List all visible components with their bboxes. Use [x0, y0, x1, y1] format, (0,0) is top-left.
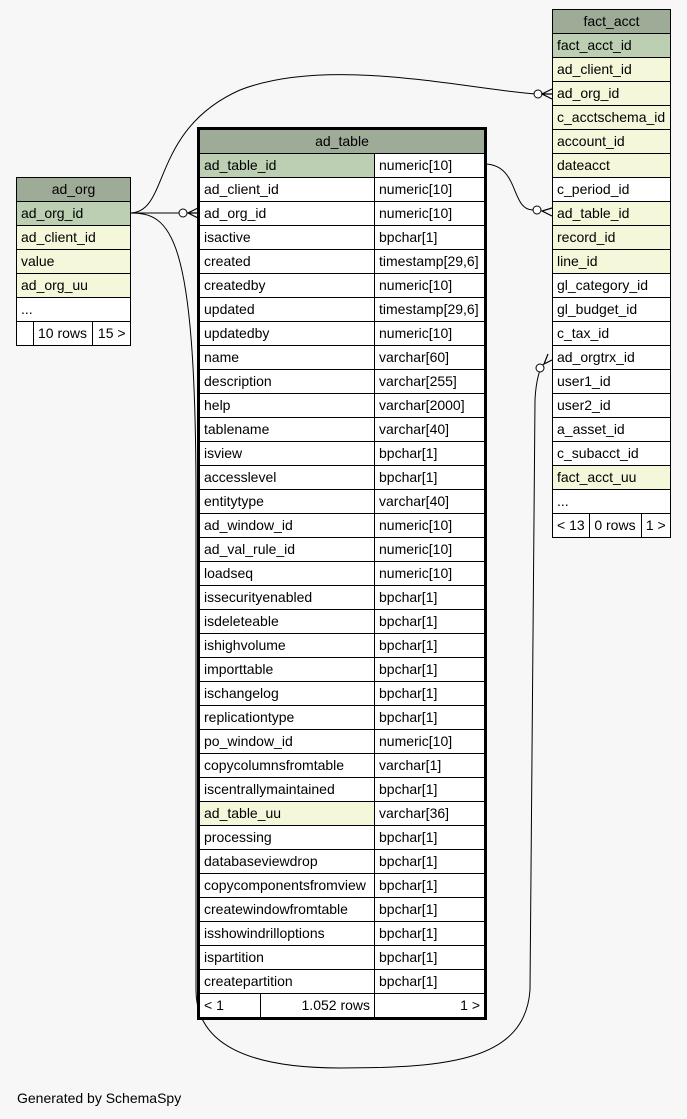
- table-row[interactable]: [553, 442, 671, 466]
- column-name[interactable]: ad_org_id: [553, 82, 671, 106]
- column-type: numeric[10]: [375, 562, 486, 586]
- column-type: bpchar[1]: [375, 634, 486, 658]
- column-name[interactable]: createwindowfromtable: [199, 898, 375, 922]
- page-prev[interactable]: < 13: [553, 514, 590, 538]
- table-row[interactable]: [199, 202, 486, 226]
- column-name[interactable]: created: [199, 250, 375, 274]
- column-name[interactable]: importtable: [199, 658, 375, 682]
- column-name[interactable]: ...: [553, 490, 671, 514]
- column-name[interactable]: fact_acct_id: [553, 34, 671, 58]
- table-row[interactable]: [199, 466, 486, 490]
- table-row[interactable]: [199, 274, 486, 298]
- column-type: bpchar[1]: [375, 898, 486, 922]
- column-type: bpchar[1]: [375, 586, 486, 610]
- column-name[interactable]: isview: [199, 442, 375, 466]
- column-name[interactable]: entitytype: [199, 490, 375, 514]
- column-name[interactable]: a_asset_id: [553, 418, 671, 442]
- table-row[interactable]: [199, 346, 486, 370]
- column-type: bpchar[1]: [375, 946, 486, 970]
- column-type: bpchar[1]: [375, 922, 486, 946]
- column-type: varchar[60]: [375, 346, 486, 370]
- table-row[interactable]: [553, 298, 671, 322]
- column-type: numeric[10]: [375, 178, 486, 202]
- column-type: bpchar[1]: [375, 706, 486, 730]
- table-row[interactable]: [553, 418, 671, 442]
- table-row[interactable]: [199, 898, 486, 922]
- table-row[interactable]: [553, 322, 671, 346]
- column-name[interactable]: ad_orgtrx_id: [553, 346, 671, 370]
- column-name[interactable]: c_period_id: [553, 178, 671, 202]
- edge-end-circle: [179, 209, 187, 217]
- column-name[interactable]: help: [199, 394, 375, 418]
- table-row[interactable]: [553, 154, 671, 178]
- table-row[interactable]: [553, 250, 671, 274]
- table-row[interactable]: [199, 562, 486, 586]
- column-name[interactable]: line_id: [553, 250, 671, 274]
- table-row[interactable]: [199, 946, 486, 970]
- table-row[interactable]: [199, 778, 486, 802]
- table-row[interactable]: [199, 226, 486, 250]
- column-name[interactable]: updated: [199, 298, 375, 322]
- table-row[interactable]: [553, 370, 671, 394]
- table-row[interactable]: [199, 802, 486, 826]
- column-type: varchar[40]: [375, 490, 486, 514]
- column-name[interactable]: loadseq: [199, 562, 375, 586]
- column-name[interactable]: ishighvolume: [199, 634, 375, 658]
- table-row[interactable]: [199, 514, 486, 538]
- column-type: bpchar[1]: [375, 466, 486, 490]
- table-ad-org[interactable]: [16, 177, 131, 346]
- column-name[interactable]: record_id: [553, 226, 671, 250]
- column-type: varchar[36]: [375, 802, 486, 826]
- column-name[interactable]: updatedby: [199, 322, 375, 346]
- table-row[interactable]: [199, 586, 486, 610]
- column-more[interactable]: ...: [17, 298, 131, 322]
- table-row[interactable]: [553, 490, 671, 514]
- table-row[interactable]: [199, 754, 486, 778]
- column-name[interactable]: gl_budget_id: [553, 298, 671, 322]
- column-name[interactable]: gl_category_id: [553, 274, 671, 298]
- column-type: bpchar[1]: [375, 226, 486, 250]
- column-value[interactable]: value: [17, 250, 131, 274]
- table-title[interactable]: ad_table: [199, 129, 486, 154]
- column-name[interactable]: user2_id: [553, 394, 671, 418]
- column-name[interactable]: isdeleteable: [199, 610, 375, 634]
- column-name[interactable]: replicationtype: [199, 706, 375, 730]
- column-ad-client-id[interactable]: ad_client_id: [17, 226, 131, 250]
- page-next[interactable]: 1 >: [375, 994, 486, 1019]
- table-row[interactable]: [199, 634, 486, 658]
- crowfoot-icon: [542, 89, 552, 99]
- column-type: varchar[255]: [375, 370, 486, 394]
- page-next[interactable]: 1 >: [641, 514, 670, 538]
- column-name[interactable]: copycomponentsfromview: [199, 874, 375, 898]
- column-name[interactable]: createpartition: [199, 970, 375, 994]
- table-row[interactable]: [199, 706, 486, 730]
- table-row[interactable]: [199, 610, 486, 634]
- table-row[interactable]: [199, 442, 486, 466]
- column-name[interactable]: dateacct: [553, 154, 671, 178]
- column-type: bpchar[1]: [375, 874, 486, 898]
- edge-end-circle: [533, 206, 541, 214]
- row-count: 1.052 rows: [261, 994, 375, 1019]
- column-name[interactable]: copycolumnsfromtable: [199, 754, 375, 778]
- column-name[interactable]: account_id: [553, 130, 671, 154]
- table-row[interactable]: [199, 370, 486, 394]
- table-row[interactable]: [553, 466, 671, 490]
- edge-fact-acct-ad-table: [484, 164, 533, 210]
- column-name[interactable]: c_tax_id: [553, 322, 671, 346]
- table-row[interactable]: [199, 250, 486, 274]
- column-ad-org-id[interactable]: ad_org_id: [17, 202, 131, 226]
- column-name[interactable]: databaseviewdrop: [199, 850, 375, 874]
- table-row[interactable]: [553, 274, 671, 298]
- column-type: bpchar[1]: [375, 850, 486, 874]
- table-row[interactable]: [199, 538, 486, 562]
- generated-by-text: Generated by SchemaSpy: [17, 1090, 182, 1106]
- column-name[interactable]: ad_table_id: [553, 202, 671, 226]
- table-row[interactable]: [553, 202, 671, 226]
- column-name[interactable]: fact_acct_uu: [553, 466, 671, 490]
- table-row[interactable]: [553, 226, 671, 250]
- column-name[interactable]: processing: [199, 826, 375, 850]
- column-name[interactable]: ad_table_uu: [199, 802, 375, 826]
- column-name[interactable]: createdby: [199, 274, 375, 298]
- column-name[interactable]: isshowindrilloptions: [199, 922, 375, 946]
- column-type: varchar[1]: [375, 754, 486, 778]
- column-type: numeric[10]: [375, 154, 486, 178]
- column-name[interactable]: ad_client_id: [199, 178, 375, 202]
- table-ad-table[interactable]: [197, 127, 487, 1020]
- column-type: bpchar[1]: [375, 442, 486, 466]
- table-row[interactable]: [199, 178, 486, 202]
- row-count: 0 rows: [590, 514, 641, 538]
- table-row[interactable]: [553, 106, 671, 130]
- table-row[interactable]: [199, 394, 486, 418]
- column-type: numeric[10]: [375, 274, 486, 298]
- column-name[interactable]: ad_table_id: [199, 154, 375, 178]
- table-row[interactable]: [199, 826, 486, 850]
- column-name[interactable]: c_subacct_id: [553, 442, 671, 466]
- column-name[interactable]: description: [199, 370, 375, 394]
- table-row[interactable]: [199, 874, 486, 898]
- column-name[interactable]: tablename: [199, 418, 375, 442]
- column-type: bpchar[1]: [375, 778, 486, 802]
- table-row[interactable]: [199, 682, 486, 706]
- column-ad-org-uu[interactable]: ad_org_uu: [17, 274, 131, 298]
- table-row[interactable]: [553, 82, 671, 106]
- crowfoot-icon: [544, 354, 552, 364]
- page-prev[interactable]: < 1: [199, 994, 261, 1019]
- column-type: numeric[10]: [375, 322, 486, 346]
- table-title[interactable]: fact_acct: [553, 10, 671, 34]
- column-type: bpchar[1]: [375, 610, 486, 634]
- table-row[interactable]: [553, 178, 671, 202]
- column-name[interactable]: ispartition: [199, 946, 375, 970]
- column-name[interactable]: isactive: [199, 226, 375, 250]
- table-row[interactable]: [199, 154, 486, 178]
- column-type: varchar[40]: [375, 418, 486, 442]
- column-type: bpchar[1]: [375, 658, 486, 682]
- table-row[interactable]: [553, 394, 671, 418]
- table-row[interactable]: [553, 34, 671, 58]
- table-row[interactable]: [199, 490, 486, 514]
- page-next[interactable]: 15 >: [93, 322, 131, 346]
- column-type: bpchar[1]: [375, 826, 486, 850]
- table-title[interactable]: ad_org: [17, 178, 131, 202]
- column-type: numeric[10]: [375, 514, 486, 538]
- column-name[interactable]: ischangelog: [199, 682, 375, 706]
- table-row[interactable]: [199, 658, 486, 682]
- column-type: timestamp[29,6]: [375, 250, 486, 274]
- table-row[interactable]: [199, 730, 486, 754]
- table-row[interactable]: [553, 130, 671, 154]
- table-row[interactable]: [199, 922, 486, 946]
- column-name[interactable]: c_acctschema_id: [553, 106, 671, 130]
- table-row[interactable]: [199, 322, 486, 346]
- table-row[interactable]: [199, 418, 486, 442]
- column-name[interactable]: user1_id: [553, 370, 671, 394]
- column-name[interactable]: ad_org_id: [199, 202, 375, 226]
- edge-end-circle: [536, 364, 544, 372]
- column-type: numeric[10]: [375, 538, 486, 562]
- column-type: varchar[2000]: [375, 394, 486, 418]
- page-prev[interactable]: [17, 322, 34, 346]
- column-name[interactable]: ad_val_rule_id: [199, 538, 375, 562]
- column-name[interactable]: ad_window_id: [199, 514, 375, 538]
- column-type: numeric[10]: [375, 202, 486, 226]
- row-count: 10 rows: [34, 322, 93, 346]
- column-name[interactable]: po_window_id: [199, 730, 375, 754]
- column-type: bpchar[1]: [375, 970, 486, 994]
- table-fact-acct[interactable]: [552, 9, 671, 538]
- column-name[interactable]: ad_client_id: [553, 58, 671, 82]
- column-name[interactable]: accesslevel: [199, 466, 375, 490]
- column-type: bpchar[1]: [375, 682, 486, 706]
- column-type: timestamp[29,6]: [375, 298, 486, 322]
- table-row[interactable]: [199, 970, 486, 994]
- table-row[interactable]: [553, 58, 671, 82]
- table-row[interactable]: [199, 298, 486, 322]
- column-name[interactable]: name: [199, 346, 375, 370]
- table-row[interactable]: [553, 346, 671, 370]
- column-type: numeric[10]: [375, 730, 486, 754]
- table-row[interactable]: [199, 850, 486, 874]
- column-name[interactable]: iscentrallymaintained: [199, 778, 375, 802]
- column-name[interactable]: issecurityenabled: [199, 586, 375, 610]
- crowfoot-icon: [542, 208, 552, 216]
